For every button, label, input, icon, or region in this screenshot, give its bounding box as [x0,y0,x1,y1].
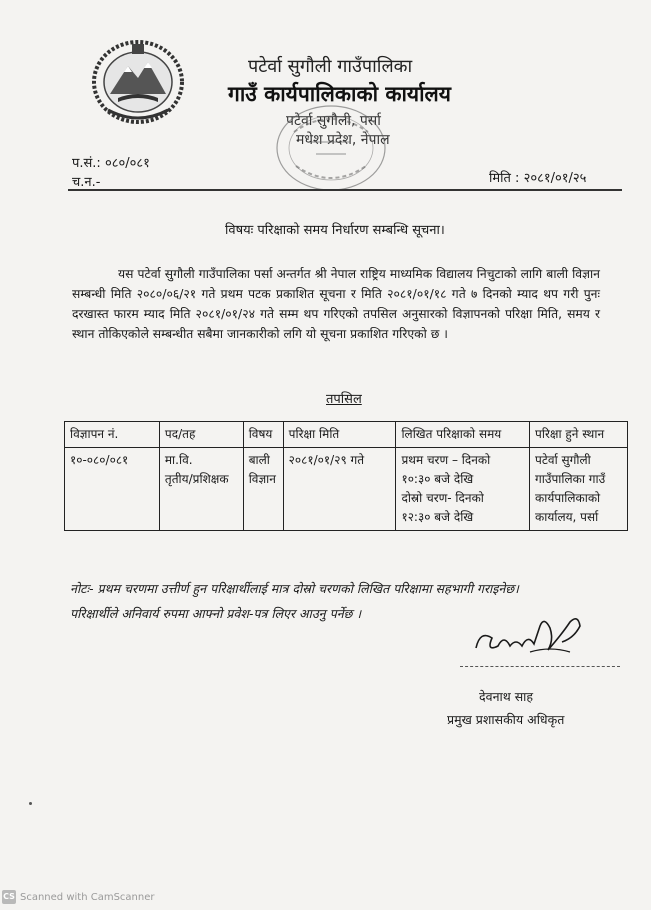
cell-time-line: प्रथम चरण – दिनको [401,453,491,467]
cell-written-time [396,448,530,531]
notice-body: यस पटेर्वा सुगौली गाउँपालिका पर्सा अन्तर्गत श्री नेपाल राष्ट्रिय माध्यमिक विद्यालय निचुटाको लागि बाली विज्ञान सम्बन्धी मिति २०८०/०६/२१ गते प्रथम पटक प्रकाशित सूचना र मिति २०८१/०१/१८ गते ७ दिनको म्याद थप गरी पुनः दरखास्त फारम म्याद मिति २०८१/०१/२४ गते सम्म थप गरिएको तपसिल अनुसारको विज्ञापनको परिक्षा मिति, समय र स्थान तोकिएकोले सम्बन्धीत सबैमा जानकारीको लगि यो सूचना प्रकाशित गरिएको छ । [72,267,600,341]
signature-icon [470,612,590,662]
header-subject: विषय [243,422,283,448]
cell-exam-place [530,448,628,531]
cell-exam-date: २०८१/०१/२९ गते [283,448,396,531]
office-province: मधेश प्रदेश, नेपाल [296,132,390,148]
scan-speck [29,802,32,805]
note-line: परिक्षार्थीले अनिवार्य रुपमा आफ्नो प्रवेश-पत्र लिएर आउनु पर्नेछ । [70,606,362,621]
cell-post [159,448,243,531]
signer-name: देवनाथ साह [479,689,534,704]
header-written-time: लिखित परिक्षाको समय [396,422,530,448]
cell-time-line: दोस्रो चरण- दिनको [401,491,484,505]
header-post: पद/तह [159,422,243,448]
patra-sankhya: प.सं.: ०८०/०८१ [72,156,150,171]
chalani-number: च.न.- [72,175,101,190]
office-title: गाउँ कार्यपालिकाको कार्यालय [228,82,451,106]
cell-place-line: कार्यपालिकाको [535,491,601,505]
camscanner-icon: CS [2,890,16,904]
table-row [65,448,628,531]
header-exam-place: परिक्षा हुने स्थान [530,422,628,448]
table-heading: तपसिल [326,392,362,407]
watermark-text: Scanned with CamScanner [20,891,155,903]
signature-line [460,666,620,667]
cell-ad-number: १०-०८०/०८१ [65,448,160,531]
header-divider [68,189,622,191]
scanner-watermark [2,890,155,904]
cell-post-line: मा.वि. [164,453,193,467]
header-exam-date: परिक्षा मिति [283,422,396,448]
cell-subject-line: बाली [248,453,270,467]
subject-line: विषयः परिक्षाको समय निर्धारण सम्बन्धि सूचना। [225,223,445,238]
cell-place-line: गाउँपालिका गाउँ [535,472,606,486]
schedule-table [64,421,628,531]
cell-subject [243,448,283,531]
office-address: पटेर्वा सुगौली, पर्सा [286,113,381,129]
table-header-row [65,422,628,448]
issue-date: मिति : २०८१/०१/२५ [489,171,587,186]
office-stamp-icon [272,102,390,194]
signer-title: प्रमुख प्रशासकीय अधिकृत [447,712,565,727]
note-line: नोटः- प्रथम चरणमा उत्तीर्ण हुन परिक्षार्थीलाई मात्र दोस्रो चरणको लिखित परिक्षामा सहभागी गराइनेछ। [70,581,519,596]
nepal-emblem-icon [88,36,188,124]
header-ad-number: विज्ञापन नं. [65,422,160,448]
cell-post-line: तृतीय/प्रशिक्षक [164,472,229,486]
cell-place-line: कार्यालय, पर्सा [535,510,599,524]
cell-time-line: १०:३० बजे देखि [401,472,474,486]
cell-place-line: पटेर्वा सुगौली [535,453,591,467]
cell-time-line: १२:३० बजे देखि [401,510,474,524]
office-name: पटेर्वा सुगौली गाउँपालिका [248,56,413,77]
cell-subject-line: विज्ञान [248,472,276,486]
